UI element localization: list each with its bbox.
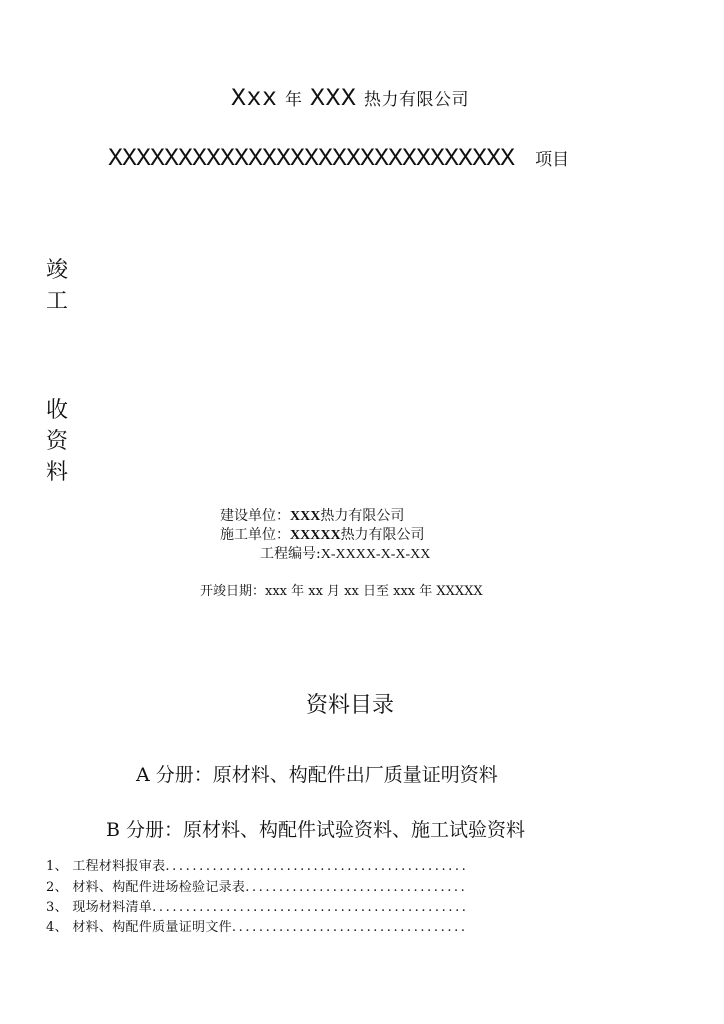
vertical-char: 收 bbox=[46, 398, 69, 423]
toc-number: 3、 bbox=[46, 900, 68, 915]
company-suffix: 热力有限公司 bbox=[364, 90, 470, 110]
project-number-value: X-XXXX-X-X-XX bbox=[320, 547, 431, 562]
contents-title: 资料目录 bbox=[305, 693, 394, 718]
contractor-unit bbox=[220, 524, 425, 544]
construction-unit bbox=[220, 505, 404, 525]
contractor-unit-name: XXXXX bbox=[290, 528, 341, 543]
vertical-char: 竣 bbox=[46, 258, 69, 283]
toc-number: 4、 bbox=[46, 920, 68, 935]
toc-number: 2、 bbox=[46, 880, 68, 895]
project-dates: 开竣日期：xxx 年 xx 月 xx 日至 xxx 年 XXXXX bbox=[200, 584, 483, 599]
toc-item bbox=[46, 855, 468, 874]
toc-item bbox=[46, 896, 469, 915]
project-title bbox=[108, 144, 569, 173]
contractor-unit-suffix: 热力有限公司 bbox=[340, 527, 425, 543]
toc-leader: ............................................... bbox=[152, 900, 469, 915]
toc-text: 材料、构配件质量证明文件 bbox=[72, 920, 232, 935]
toc-item bbox=[46, 916, 468, 935]
project-label: 项目 bbox=[535, 150, 570, 170]
toc-text: 现场材料清单 bbox=[72, 900, 153, 915]
vertical-char: 料 bbox=[46, 460, 69, 485]
toc-leader: ................................. bbox=[245, 880, 468, 895]
vertical-title-documents bbox=[46, 395, 72, 488]
construction-unit-name: XXX bbox=[290, 509, 321, 524]
vertical-title-completion bbox=[46, 255, 72, 317]
company-title bbox=[0, 84, 700, 113]
vertical-char: 资 bbox=[46, 429, 69, 454]
project-name-placeholder: XXXXXXXXXXXXXXXXXXXXXXXXXXXXX bbox=[108, 144, 515, 173]
toc-number: 1、 bbox=[46, 859, 68, 874]
volume-a-title: A 分册：原材料、构配件出厂质量证明资料 bbox=[136, 764, 498, 786]
company-name-placeholder: XXX bbox=[310, 84, 357, 113]
construction-unit-label: 建设单位： bbox=[220, 508, 290, 524]
company-year-placeholder: Xxx bbox=[230, 84, 278, 113]
project-number bbox=[260, 543, 430, 563]
toc-leader: ............................................. bbox=[165, 859, 469, 874]
construction-unit-suffix: 热力有限公司 bbox=[320, 508, 405, 524]
toc-item bbox=[46, 876, 467, 895]
toc-text: 工程材料报审表 bbox=[72, 859, 166, 874]
volume-b-title: B 分册：原材料、构配件试验资料、施工试验资料 bbox=[106, 819, 526, 841]
contractor-unit-label: 施工单位： bbox=[220, 527, 290, 543]
vertical-char: 工 bbox=[46, 289, 69, 314]
toc-leader: ................................... bbox=[231, 920, 468, 935]
company-year-label: 年 bbox=[285, 90, 303, 110]
toc-text: 材料、构配件进场检验记录表 bbox=[72, 880, 246, 895]
project-number-label: 工程编号: bbox=[260, 546, 321, 562]
